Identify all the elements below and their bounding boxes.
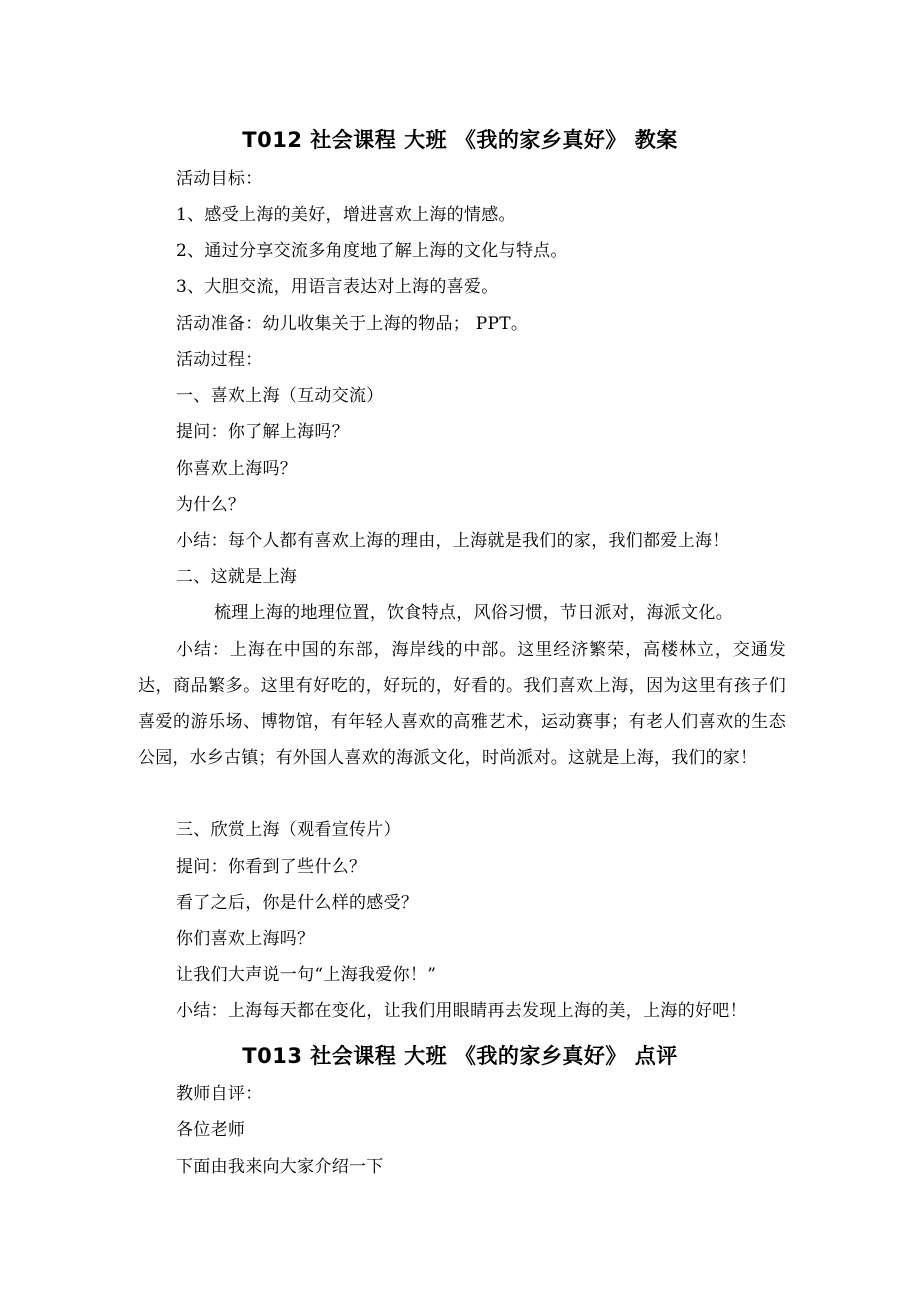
goal-3: 3、大胆交流，用语言表达对上海的喜爱。: [176, 277, 499, 297]
greeting: 各位老师: [176, 1120, 246, 1140]
shout-prompt: 让我们大声说一句“上海我爱你！”: [176, 965, 437, 985]
self-review-heading: 教师自评：: [176, 1084, 263, 1104]
question-6: 你们喜欢上海吗？: [176, 929, 315, 949]
goal-2: 2、通过分享交流多角度地了解上海的文化与特点。: [176, 241, 568, 261]
question-3: 为什么？: [176, 495, 246, 515]
question-4: 提问：你看到了些什么？: [176, 857, 367, 877]
preparation: 活动准备：幼儿收集关于上海的物品； PPT。: [176, 314, 529, 334]
step-2-heading: 二、这就是上海: [176, 567, 298, 587]
summary-2-paragraph: 小结：上海在中国的东部，海岸线的中部。这里经济繁荣，高楼林立，交通发达，商品繁多。这里有好吃的，好玩的，好看的。我们喜欢上海，因为这里有孩子们喜爱的游乐场、博物馆，有年轻人喜欢的高雅艺术，运动赛事；有老人们喜欢的生态公园，水乡古镇；有外国人喜欢的海派文化，时尚派对。这就是上海，我们的家！: [138, 640, 786, 768]
process-heading: 活动过程：: [176, 350, 263, 370]
goal-heading: 活动目标：: [176, 169, 263, 189]
question-2: 你喜欢上海吗？: [176, 459, 298, 479]
step-2-detail: 梳理上海的地理位置，饮食特点，风俗习惯，节日派对，海派文化。: [214, 603, 733, 623]
question-5: 看了之后，你是什么样的感受？: [176, 893, 419, 913]
summary-1: 小结：每个人都有喜欢上海的理由，上海就是我们的家，我们都爱上海！: [176, 531, 730, 551]
step-3-heading: 三、欣赏上海（观看宣传片）: [176, 820, 401, 840]
summary-3: 小结：上海每天都在变化，让我们用眼睛再去发现上海的美，上海的好吧！: [176, 1001, 747, 1021]
step-1-heading: 一、喜欢上海（互动交流）: [176, 386, 384, 406]
section2-title: T013 社会课程 大班 《我的家乡真好》 点评: [242, 1044, 678, 1068]
intro-line: 下面由我来向大家介绍一下: [176, 1157, 384, 1177]
goal-1: 1、感受上海的美好，增进喜欢上海的情感。: [176, 205, 516, 225]
question-1: 提问：你了解上海吗？: [176, 422, 349, 442]
section1-title: T012 社会课程 大班 《我的家乡真好》 教案: [242, 128, 678, 152]
